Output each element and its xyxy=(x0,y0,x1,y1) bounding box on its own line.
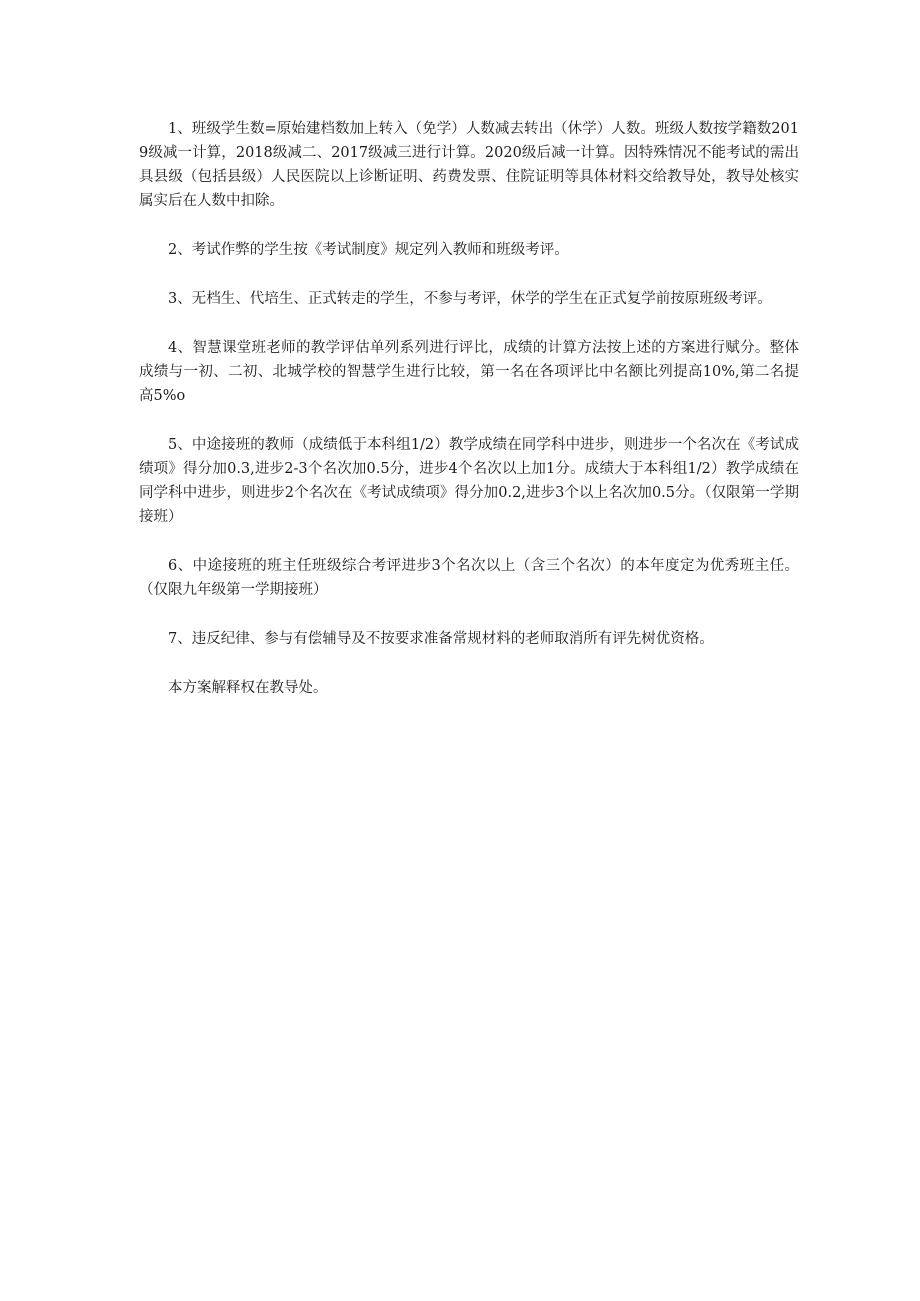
rule-3-paragraph: 3、无档生、代培生、正式转走的学生，不参与考评，休学的学生在正式复学前按原班级考评。 xyxy=(168,291,772,307)
rule-2-paragraph: 2、考试作弊的学生按《考试制度》规定列入教师和班级考评。 xyxy=(168,242,569,258)
rule-7-paragraph: 7、违反纪律、参与有偿辅导及不按要求准备常规材料的老师取消所有评先树优资格。 xyxy=(168,631,714,647)
rule-6-paragraph: 6、中途接班的班主任班级综合考评进步3个名次以上（含三个名次）的本年度定为优秀班主任。（仅限九年级第一学期接班） xyxy=(139,558,799,598)
rule-1-paragraph: 1、班级学生数=原始建档数加上转入（免学）人数减去转出（休学）人数。班级人数按学籍数2019级减一计算，2018级减二、2017级减三进行计算。2020级后减一计算。因特殊情况不能考试的需出具县级（包括县级）人民医院以上诊断证明、药费发票、住院证明等具体材料交给教导处，教导处核实属实后在人数中扣除。 xyxy=(139,121,799,209)
closing-note: 本方案解释权在教导处。 xyxy=(168,680,328,696)
rule-4-paragraph: 4、智慧课堂班老师的教学评估单列系列进行评比，成绩的计算方法按上述的方案进行赋分。整体成绩与一初、二初、北城学校的智慧学生进行比较，第一名在各项评比中名额比列提高10%,第二名提高5%o xyxy=(139,340,799,404)
document-body xyxy=(139,117,799,700)
rule-5-paragraph: 5、中途接班的教师（成绩低于本科组1/2）教学成绩在同学科中进步，则进步一个名次在《考试成绩项》得分加0.3,进步2-3个名次加0.5分，进步4个名次以上加1分。成绩大于本科组1/2）教学成绩在同学科中进步，则进步2个名次在《考试成绩项》得分加0.2,进步3个以上名次加0.5分。（仅限第一学期接班） xyxy=(139,437,799,525)
